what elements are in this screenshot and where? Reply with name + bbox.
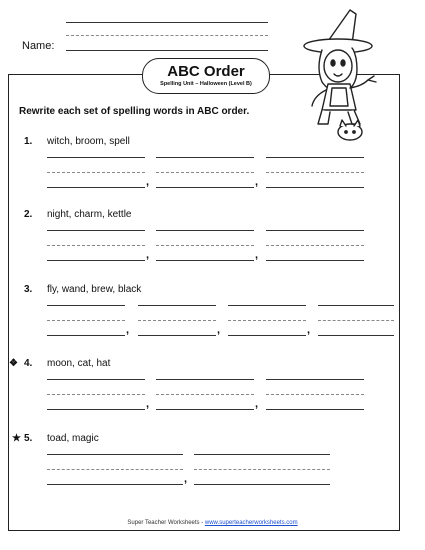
name-field[interactable] [66, 50, 268, 51]
guide-dash-line [47, 172, 145, 173]
answer-line[interactable] [156, 260, 254, 261]
guide-top-line [47, 305, 125, 306]
guide-dash-line [266, 245, 364, 246]
guide-top-line [194, 454, 330, 455]
problem-words: fly, wand, brew, black [47, 284, 142, 295]
answer-line[interactable] [156, 187, 254, 188]
page-title: ABC Order [167, 63, 245, 80]
problem-words: witch, broom, spell [47, 136, 130, 147]
name-label: Name: [22, 40, 55, 52]
guide-top-line [47, 157, 145, 158]
comma-separator: , [146, 249, 150, 261]
witch-illustration [292, 6, 392, 146]
guide-dash-line [156, 245, 254, 246]
problem-words: moon, cat, hat [47, 358, 111, 369]
guide-dash-line [318, 320, 394, 321]
comma-separator: , [217, 324, 221, 336]
name-top-line [66, 22, 268, 23]
answer-line[interactable] [318, 335, 394, 336]
problem-number: 1. [24, 136, 33, 147]
comma-separator: , [255, 249, 259, 261]
answer-line[interactable] [156, 409, 254, 410]
problem-number: 2. [24, 209, 33, 220]
guide-dash-line [47, 245, 145, 246]
guide-top-line [156, 157, 254, 158]
guide-dash-line [47, 320, 125, 321]
guide-top-line [228, 305, 306, 306]
comma-separator: , [146, 176, 150, 188]
guide-top-line [266, 379, 364, 380]
answer-line[interactable] [266, 409, 364, 410]
comma-separator: , [255, 176, 259, 188]
footer [0, 520, 425, 526]
problem-number: 3. [24, 284, 33, 295]
guide-dash-line [156, 172, 254, 173]
guide-top-line [266, 157, 364, 158]
guide-dash-line [266, 172, 364, 173]
guide-dash-line [138, 320, 216, 321]
guide-top-line [318, 305, 394, 306]
problem-words: toad, magic [47, 433, 99, 444]
answer-line[interactable] [194, 484, 330, 485]
problem-number: 4. [24, 358, 33, 369]
guide-top-line [138, 305, 216, 306]
answer-line[interactable] [266, 260, 364, 261]
comma-separator: , [307, 324, 311, 336]
title-box [142, 58, 270, 94]
problem-number: 5. [24, 433, 33, 444]
comma-separator: , [146, 398, 150, 410]
answer-line[interactable] [47, 409, 145, 410]
guide-dash-line [47, 394, 145, 395]
guide-top-line [156, 230, 254, 231]
answer-line[interactable] [47, 484, 183, 485]
answer-line[interactable] [266, 187, 364, 188]
guide-top-line [47, 454, 183, 455]
footer-link[interactable]: www.superteacherworksheets.com [204, 520, 298, 526]
answer-line[interactable] [47, 187, 145, 188]
guide-top-line [266, 230, 364, 231]
guide-top-line [156, 379, 254, 380]
problem-marker: ★ [12, 433, 21, 444]
answer-line[interactable] [228, 335, 306, 336]
guide-top-line [47, 230, 145, 231]
guide-dash-line [194, 469, 330, 470]
guide-dash-line [266, 394, 364, 395]
page-subtitle: Spelling Unit – Halloween (Level B) [160, 81, 252, 87]
guide-dash-line [47, 469, 183, 470]
comma-separator: , [255, 398, 259, 410]
answer-line[interactable] [47, 260, 145, 261]
answer-line[interactable] [138, 335, 216, 336]
comma-separator: , [184, 473, 188, 485]
guide-dash-line [156, 394, 254, 395]
comma-separator: , [126, 324, 130, 336]
problem-marker: ❖ [9, 358, 18, 369]
footer-text: Super Teacher Worksheets - [127, 520, 205, 526]
guide-dash-line [228, 320, 306, 321]
instructions: Rewrite each set of spelling words in ABC order. [19, 106, 250, 117]
problem-words: night, charm, kettle [47, 209, 132, 220]
answer-line[interactable] [47, 335, 125, 336]
guide-top-line [47, 379, 145, 380]
name-dash-line [66, 35, 268, 36]
